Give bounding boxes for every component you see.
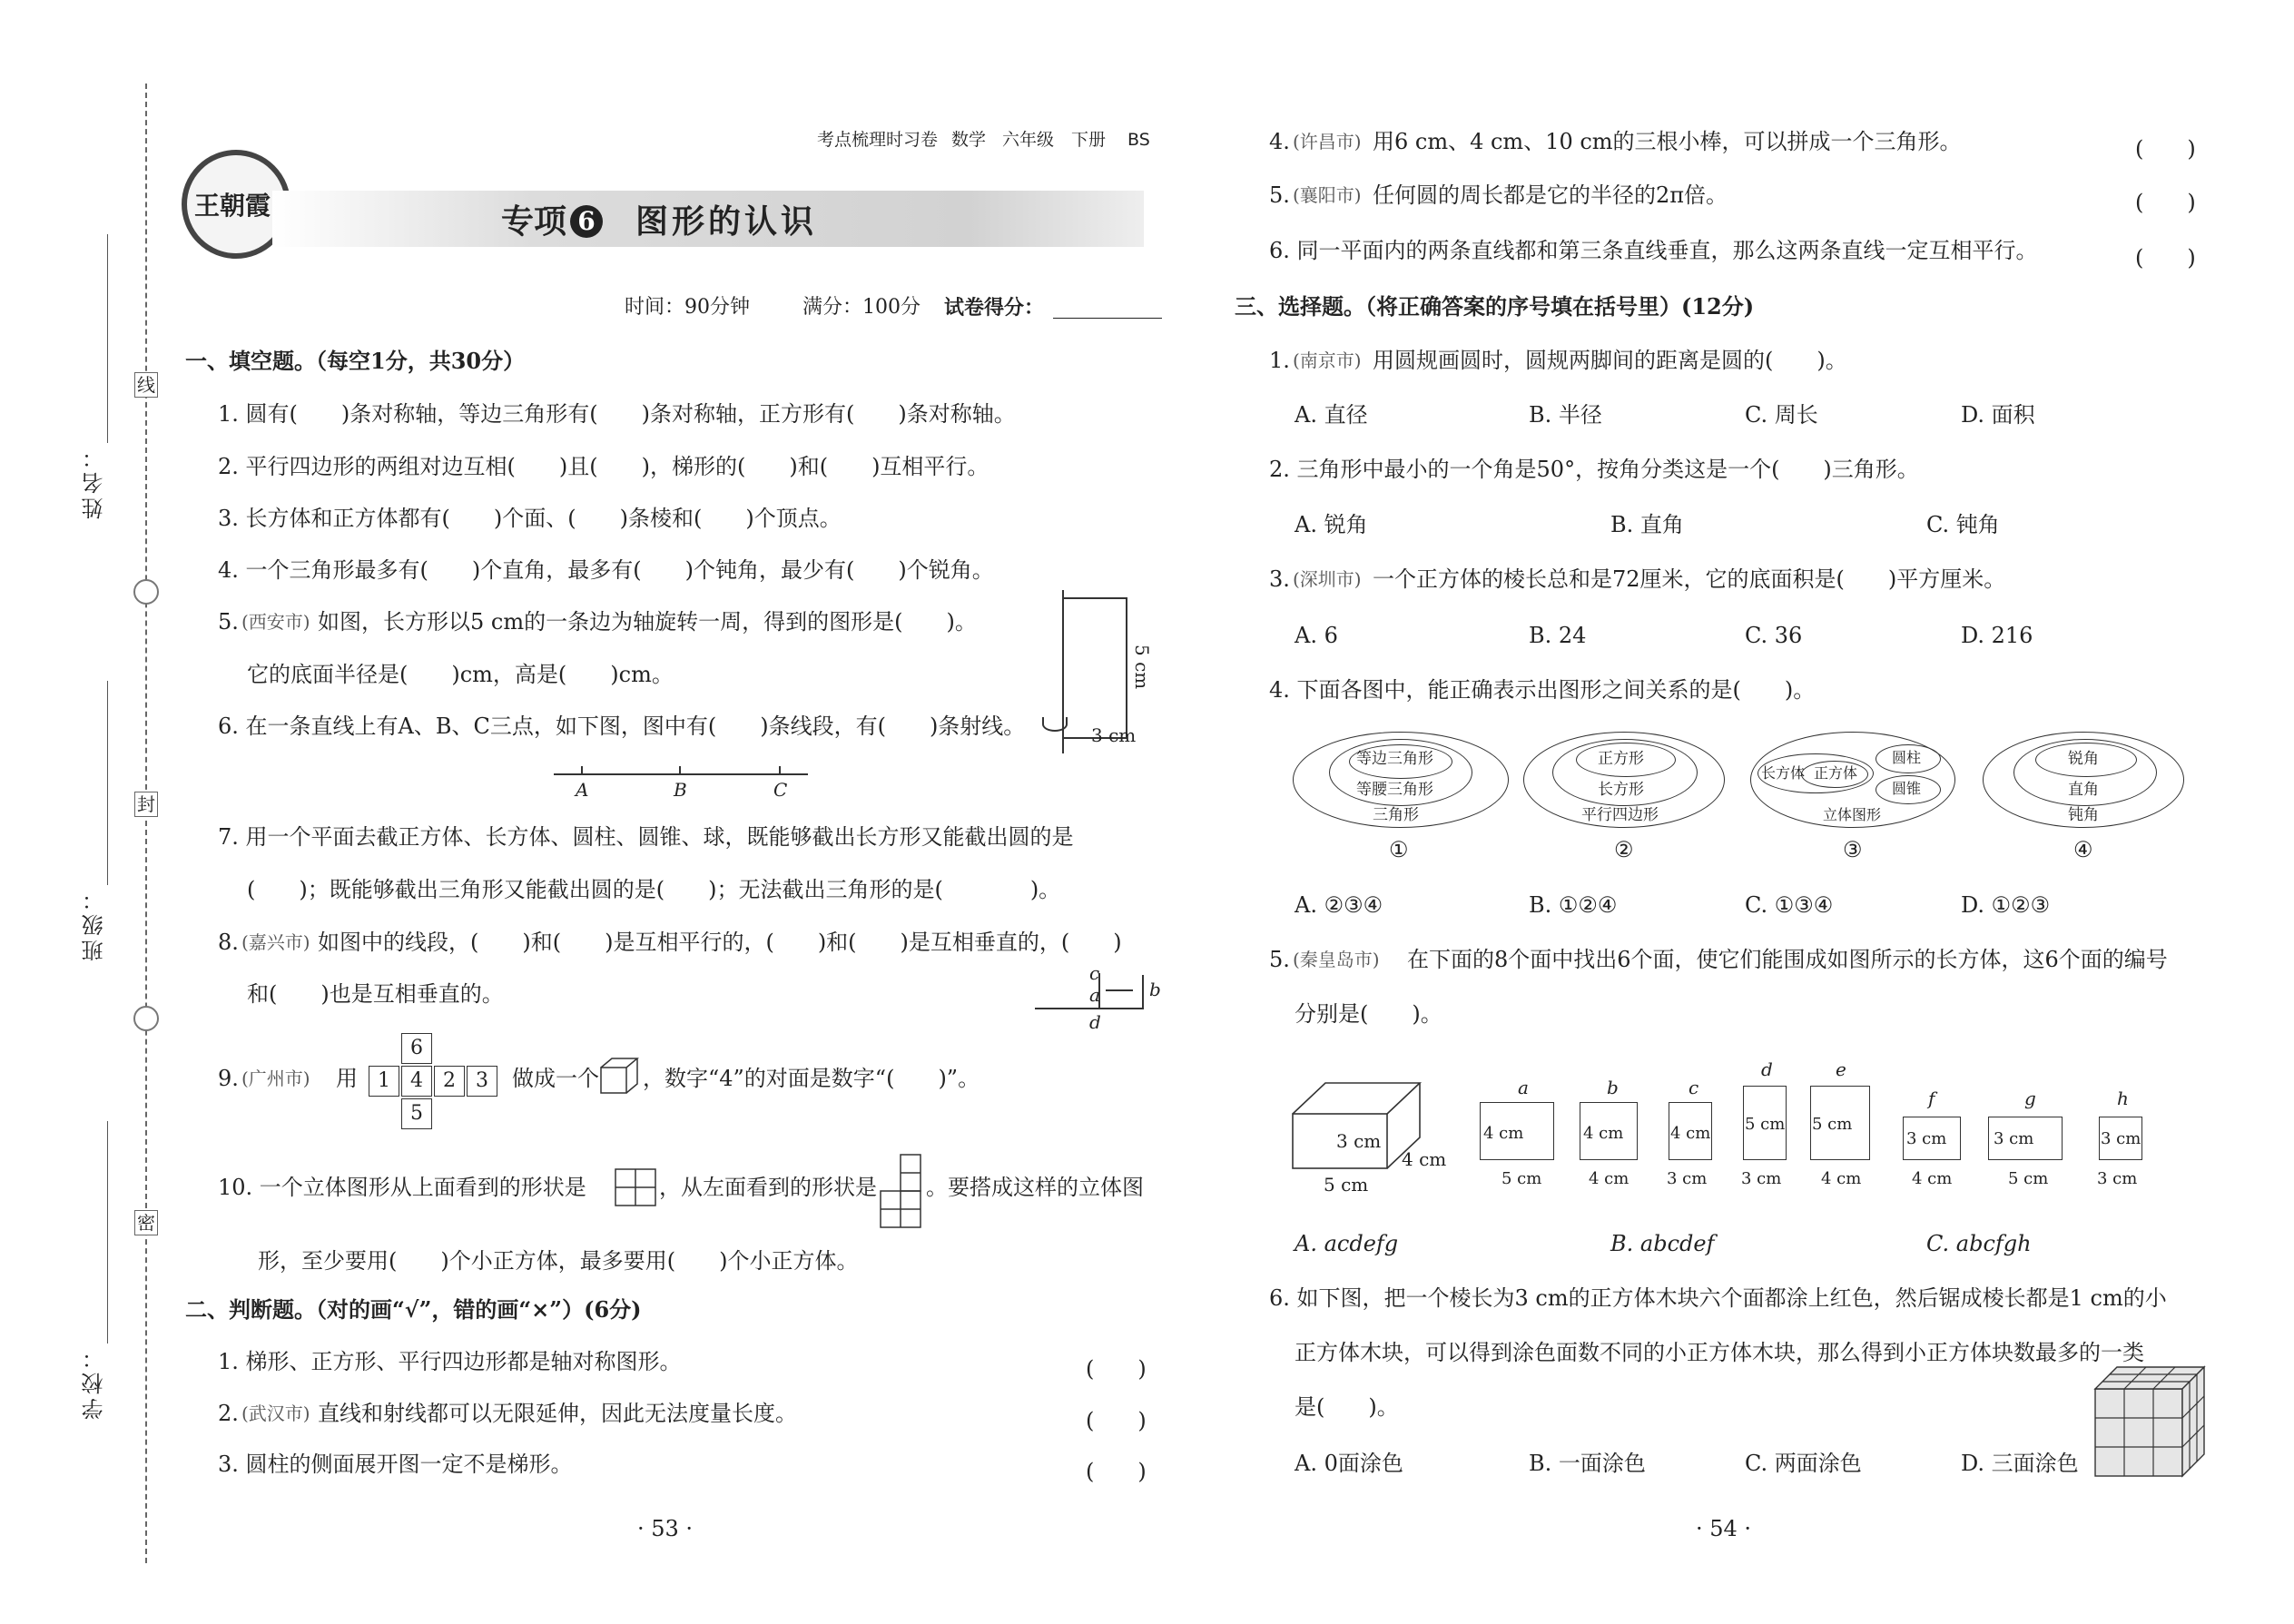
point-c-tick	[779, 766, 781, 775]
fill-q8-text: 如图中的线段，( )和( )是互相平行的，( )和( )是互相垂直的，( )	[318, 930, 1122, 955]
venn1-label-equilateral: 等边三角形	[1356, 750, 1433, 768]
choice-q3-num: 3.	[1269, 566, 1290, 592]
segment-c-label: c	[1089, 962, 1100, 984]
venn-diagram-1	[1293, 732, 1511, 862]
page-number-right: · 54 ·	[1696, 1516, 1752, 1541]
face-d-h: 5 cm	[1745, 1115, 1786, 1134]
face-b-h: 4 cm	[1583, 1124, 1624, 1143]
venn3-label-cuboid: 长方体	[1761, 764, 1806, 782]
segment-a	[1106, 989, 1133, 991]
fill-q5-text: 如图，长方形以5 cm的一条边为轴旋转一周，得到的图形是( )。	[318, 609, 977, 635]
edition-label: BS	[1127, 130, 1150, 150]
choice-q1-opt-a[interactable]: A. 直径	[1295, 402, 1368, 428]
choice-q6-opt-a[interactable]: A. 0面涂色	[1295, 1451, 1403, 1476]
fill-q2: 2. 平行四边形的两组对边互相( )且( )，梯形的( )和( )互相平行。	[218, 454, 989, 479]
fill-q4: 4. 一个三角形最多有( )个直角，最多有( )个钝角，最少有( )个锐角。	[218, 557, 994, 583]
choice-q6-opt-d[interactable]: D. 三面涂色	[1961, 1451, 2079, 1476]
fill-q10-b: ，从左面看到的形状是	[659, 1175, 877, 1200]
fill-q7-line2: ( )；既能够截出三角形又能截出圆的是( )；无法截出三角形的是( )。	[247, 877, 1061, 902]
point-c-label: C	[773, 779, 788, 801]
rectangle-rotation-figure	[1053, 590, 1153, 746]
venn-diagram-2	[1523, 732, 1741, 862]
venn4-label-right: 直角	[2068, 781, 2099, 799]
choice-q5-city: (秦皇岛市)	[1293, 949, 1380, 970]
face-g-id: g	[2024, 1088, 2036, 1109]
fill-q10-d: 形，至少要用( )个小正方体，最多要用( )个小正方体。	[258, 1248, 859, 1274]
face-e-id: e	[1836, 1058, 1846, 1080]
topic-prefix: 专项	[501, 202, 567, 241]
judge-q4-city: (许昌市)	[1293, 131, 1362, 153]
point-b-label: B	[674, 779, 687, 801]
rect-width-label: 3 cm	[1091, 724, 1137, 746]
venn2-label-parallelogram: 平行四边形	[1581, 806, 1659, 824]
choice-q6-line3: 是( )。	[1295, 1394, 1399, 1420]
choice-q4: 4. 下面各图中，能正确表示出图形之间关系的是( )。	[1269, 677, 1816, 703]
judge-q2-num: 2.	[218, 1401, 239, 1426]
class-label: 班级：	[82, 885, 107, 961]
section-choice-title: 三、选择题。（将正确答案的序号填在括号里）(12分)	[1235, 293, 1755, 320]
net-face-2: 2	[434, 1066, 465, 1097]
venn4-label-acute: 锐角	[2068, 750, 2099, 768]
name-line	[107, 234, 108, 443]
judge-q6: 6. 同一平面内的两条直线都和第三条直线垂直，那么这两条直线一定互相平行。	[1269, 238, 2038, 263]
choice-q2-opt-b[interactable]: B. 直角	[1610, 512, 1684, 537]
cuboid-length: 5 cm	[1324, 1174, 1369, 1196]
face-g-h: 3 cm	[1994, 1129, 2034, 1148]
face-g-w: 5 cm	[2008, 1169, 2049, 1188]
face-a-h: 4 cm	[1483, 1124, 1524, 1143]
face-a-id: a	[1518, 1077, 1529, 1098]
left-view-icon	[879, 1153, 924, 1231]
binding-mark-line: 线	[134, 372, 158, 398]
face-b	[1576, 1078, 1667, 1196]
point-a-label: A	[576, 779, 589, 801]
choice-q5-num: 5.	[1269, 947, 1290, 972]
net-face-5: 5	[401, 1098, 432, 1129]
painted-cube-figure	[2093, 1365, 2206, 1478]
judge-q5-city: (襄阳市)	[1293, 184, 1362, 206]
cube-net	[365, 1033, 501, 1135]
face-e-w: 4 cm	[1821, 1169, 1862, 1188]
binding-mark-seal: 封	[134, 792, 158, 817]
choice-q5-opt-c[interactable]: C. abcfgh	[1926, 1231, 2032, 1256]
fill-q8-num: 8.	[218, 930, 239, 955]
fill-q8-text2: 和( )也是互相垂直的。	[247, 981, 504, 1007]
choice-q2-opt-a[interactable]: A. 锐角	[1295, 512, 1368, 537]
face-e-h: 5 cm	[1812, 1115, 1853, 1134]
point-b-tick	[679, 766, 681, 775]
venn4-label-obtuse: 钝角	[2068, 806, 2099, 824]
section-judge-title: 二、判断题。（对的画“√”，错的画“×”）(6分)	[185, 1296, 642, 1323]
segment-d	[1035, 1008, 1144, 1009]
net-face-4: 4	[401, 1066, 432, 1097]
rect-height-label: 5 cm	[1131, 645, 1153, 690]
fill-q10-a: 10. 一个立体图形从上面看到的形状是	[218, 1175, 586, 1200]
fill-q10-c: 。要搭成这样的立体图	[926, 1175, 1144, 1200]
judge-q1: 1. 梯形、正方形、平行四边形都是轴对称图形。	[218, 1349, 682, 1374]
binding-clip-icon	[133, 579, 159, 605]
choice-q5-opt-a[interactable]: A. acdefg	[1295, 1231, 1399, 1256]
face-d	[1739, 1060, 1812, 1196]
school-line	[107, 1121, 108, 1343]
cuboid-figure	[1289, 1076, 1447, 1196]
choice-q1-opt-b[interactable]: B. 半径	[1529, 402, 1602, 428]
choice-q5-line1: 在下面的8个面中找出6个面，使它们能围成如图所示的长方体，这6个面的编号	[1407, 947, 2168, 972]
judge-q4-num: 4.	[1269, 129, 1290, 154]
class-line	[107, 681, 108, 885]
venn3-label-solid: 立体图形	[1823, 806, 1882, 823]
venn-diagram-4	[1983, 732, 2200, 862]
segment-d-label: d	[1089, 1011, 1101, 1033]
face-a	[1476, 1078, 1585, 1196]
segment-b-label: b	[1149, 979, 1161, 1000]
judge-q2-answer[interactable]: ( )	[1086, 1408, 1147, 1433]
top-view-icon	[614, 1167, 657, 1207]
fill-q7-line1: 7. 用一个平面去截正方体、长方体、圆柱、圆锥、球，既能够截出长方形又能截出圆的是	[218, 824, 1074, 850]
fill-q9-city: (广州市)	[241, 1068, 310, 1089]
segments-figure	[1035, 962, 1162, 1035]
choice-q1-opt-c[interactable]: C. 周长	[1745, 402, 1818, 428]
judge-q4: 用6 cm、4 cm、10 cm的三根小棒，可以拼成一个三角形。	[1373, 129, 1962, 154]
judge-q1-answer[interactable]: ( )	[1086, 1356, 1147, 1382]
face-c-h: 4 cm	[1670, 1124, 1711, 1143]
face-d-w: 3 cm	[1741, 1169, 1782, 1188]
choice-q1: 用圆规画圆时，圆规两脚间的距离是圆的( )。	[1373, 348, 1847, 373]
page-number-left: · 53 ·	[637, 1516, 694, 1541]
choice-q3-opt-b[interactable]: B. 24	[1529, 623, 1587, 648]
small-cube-icon	[599, 1057, 639, 1097]
fill-q6: 6. 在一条直线上有A、B、C三点，如下图，图中有( )条线段，有( )条射线。	[218, 714, 1026, 739]
score-label: 试卷得分：	[944, 296, 1045, 320]
fill-q5-city: (西安市)	[241, 611, 310, 633]
venn3-label-cylinder: 圆柱	[1892, 749, 1922, 766]
choice-q3-opt-d[interactable]: D. 216	[1961, 623, 2033, 648]
venn3-label-cone: 圆锥	[1892, 780, 1922, 797]
name-label: 姓名：	[82, 443, 107, 519]
face-c-id: c	[1689, 1077, 1699, 1098]
face-h	[2095, 1089, 2168, 1196]
venn4-number: ④	[2073, 837, 2093, 862]
venn3-number: ③	[1843, 837, 1863, 862]
series-name: 考点梳理时习卷	[817, 130, 939, 150]
point-line-figure	[554, 761, 817, 801]
choice-q4-opt-a[interactable]: A. ②③④	[1295, 892, 1383, 918]
fill-q9-pre: 用	[336, 1066, 358, 1091]
subject-label: 数学	[951, 130, 987, 150]
face-f-h: 3 cm	[1906, 1129, 1947, 1148]
net-face-6: 6	[401, 1033, 432, 1064]
face-b-w: 4 cm	[1589, 1169, 1629, 1188]
fill-q9-post: ，数字“4”的对面是数字“( )”。	[643, 1066, 980, 1091]
logo-text: 王朝霞	[194, 191, 271, 221]
net-face-1: 1	[369, 1066, 399, 1097]
choice-q6-line1: 6. 如下图，把一个棱长为3 cm的正方体木块六个面都涂上红色，然后锯成棱长都是1 cm的小	[1269, 1285, 2167, 1311]
net-face-3: 3	[467, 1066, 497, 1097]
choice-q1-opt-d[interactable]: D. 面积	[1961, 402, 2035, 428]
face-g	[1984, 1089, 2084, 1196]
choice-q5-line2: 分别是( )。	[1295, 1001, 1442, 1027]
binding-mark-secret: 密	[134, 1210, 158, 1235]
binding-dashed-line	[145, 84, 147, 1563]
face-b-id: b	[1607, 1077, 1619, 1098]
rotation-axis	[1062, 590, 1064, 753]
choice-q4-opt-b[interactable]: B. ①②④	[1529, 892, 1618, 918]
binding-clip-icon	[133, 1006, 159, 1031]
judge-q2-city: (武汉市)	[241, 1403, 310, 1424]
face-c-w: 3 cm	[1667, 1169, 1708, 1188]
fill-q5-num: 5.	[218, 609, 239, 635]
fill-q1: 1. 圆有( )条对称轴，等边三角形有( )条对称轴，正方形有( )条对称轴。	[218, 401, 1016, 427]
topic-number: 6	[577, 206, 596, 236]
choice-q3-opt-a[interactable]: A. 6	[1295, 623, 1338, 648]
cuboid-width: 4 cm	[1402, 1148, 1447, 1170]
judge-q2: 直线和射线都可以无限延伸，因此无法度量长度。	[318, 1401, 797, 1426]
face-f	[1899, 1089, 1990, 1196]
volume-label: 下册	[1071, 130, 1107, 150]
choice-q6-opt-b[interactable]: B. 一面涂色	[1529, 1451, 1646, 1476]
judge-q5: 任何圆的周长都是它的半径的2π倍。	[1373, 182, 1728, 208]
choice-q4-opt-c[interactable]: C. ①③④	[1745, 892, 1834, 918]
segment-a-label: a	[1089, 984, 1100, 1006]
exam-time: 时间：90分钟	[625, 296, 750, 319]
choice-q3: 一个正方体的棱长总和是72厘米，它的底面积是( )平方厘米。	[1373, 566, 2006, 592]
judge-q3-answer[interactable]: ( )	[1086, 1459, 1147, 1484]
face-h-w: 3 cm	[2097, 1169, 2138, 1188]
choice-q6-line2: 正方体木块，可以得到涂色面数不同的小正方体木块，那么得到小正方体块数最多的一类	[1295, 1340, 2144, 1365]
face-a-w: 5 cm	[1501, 1169, 1542, 1188]
face-f-w: 4 cm	[1912, 1169, 1953, 1188]
choice-q3-opt-c[interactable]: C. 36	[1745, 623, 1803, 648]
venn1-label-isosceles: 等腰三角形	[1356, 781, 1433, 799]
rectangle-shape	[1062, 597, 1127, 739]
fill-q5-text2: 它的底面半径是( )cm，高是( )cm。	[247, 662, 674, 687]
choice-q5-opt-b[interactable]: B. abcdef	[1610, 1231, 1715, 1256]
fill-q9-mid: 做成一个	[512, 1066, 599, 1091]
judge-q4-answer[interactable]: ( )	[2135, 136, 2196, 162]
score-field[interactable]	[1053, 318, 1162, 319]
face-h-id: h	[2117, 1088, 2129, 1109]
page-title: 图形的认识	[635, 202, 818, 241]
venn2-label-square: 正方形	[1598, 750, 1644, 768]
venn1-number: ①	[1389, 837, 1409, 862]
choice-q2-opt-c[interactable]: C. 钝角	[1926, 512, 2000, 537]
choice-q6-opt-c[interactable]: C. 两面涂色	[1745, 1451, 1862, 1476]
choice-q1-num: 1.	[1269, 348, 1290, 373]
segment-b	[1142, 975, 1144, 1009]
fill-q9-num: 9.	[218, 1066, 239, 1091]
judge-q3: 3. 圆柱的侧面展开图一定不是梯形。	[218, 1452, 573, 1477]
fill-q8-city: (嘉兴市)	[241, 931, 310, 953]
choice-q4-opt-d[interactable]: D. ①②③	[1961, 892, 2051, 918]
full-score: 满分：100分	[802, 296, 921, 319]
choice-q3-city: (深圳市)	[1293, 568, 1362, 590]
straight-line	[554, 773, 808, 775]
judge-q5-answer[interactable]: ( )	[2135, 190, 2196, 215]
venn2-number: ②	[1614, 837, 1634, 862]
school-label: 学校：	[82, 1343, 107, 1420]
face-f-id: f	[1928, 1088, 1935, 1109]
choice-q2: 2. 三角形中最小的一个角是50°，按角分类这是一个( )三角形。	[1269, 457, 1919, 482]
venn1-label-triangle: 三角形	[1373, 806, 1419, 824]
face-c	[1665, 1078, 1738, 1196]
judge-q6-answer[interactable]: ( )	[2135, 245, 2196, 271]
face-d-id: d	[1761, 1058, 1773, 1080]
face-e	[1807, 1060, 1897, 1196]
venn2-label-rectangle: 长方形	[1598, 781, 1644, 799]
venn3-label-cube: 正方体	[1814, 764, 1858, 782]
judge-q5-num: 5.	[1269, 182, 1290, 208]
choice-q1-city: (南京市)	[1293, 349, 1362, 371]
topic-number-badge	[570, 205, 603, 238]
section-fill-title: 一、填空题。（每空1分，共30分）	[185, 348, 526, 374]
face-h-h: 3 cm	[2101, 1129, 2141, 1148]
fill-q3: 3. 长方体和正方体都有( )个面、( )条棱和( )个顶点。	[218, 506, 842, 531]
venn-diagram-3	[1750, 732, 1968, 862]
cuboid-height: 3 cm	[1336, 1130, 1382, 1152]
grade-label: 六年级	[1002, 130, 1055, 150]
point-a-tick	[581, 766, 583, 775]
